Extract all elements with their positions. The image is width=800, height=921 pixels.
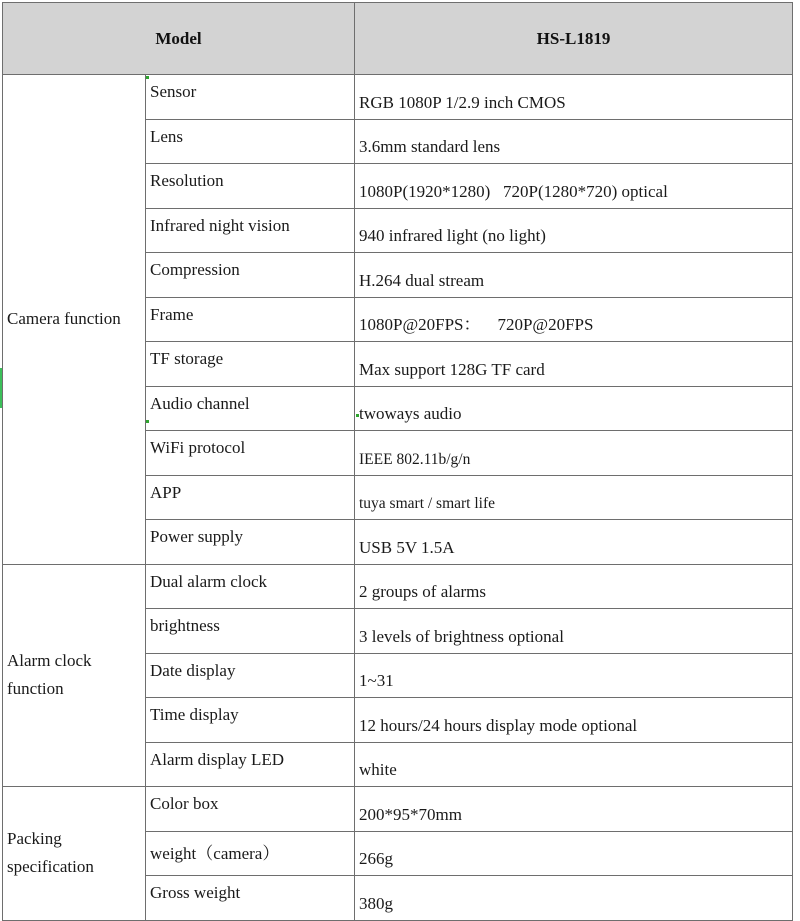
row-value: 1080P(1920*1280) 720P(1280*720) optical [355, 164, 793, 209]
model-header-value: HS-L1819 [355, 3, 793, 75]
green-mark [356, 414, 359, 417]
group-alarm-clock-function: Alarm clock function [3, 564, 146, 787]
row-value: white [355, 742, 793, 787]
row-value: 200*95*70mm [355, 787, 793, 832]
row-label: Gross weight [146, 876, 355, 921]
row-label: APP [146, 475, 355, 520]
row-label: weight（camera） [146, 831, 355, 876]
row-label: Infrared night vision [146, 208, 355, 253]
row-value: twoways audio [355, 386, 793, 431]
group-packing-specification: Packing specification [3, 787, 146, 921]
model-header-label: Model [3, 3, 355, 75]
row-value: 2 groups of alarms [355, 564, 793, 609]
row-label: Compression [146, 253, 355, 298]
spec-table [2, 2, 793, 921]
row-label: Date display [146, 653, 355, 698]
row-value: IEEE 802.11b/g/n [355, 431, 793, 476]
row-label: Color box [146, 787, 355, 832]
group-camera-function: Camera function [3, 75, 146, 565]
row-label: Time display [146, 698, 355, 743]
row-value: USB 5V 1.5A [355, 520, 793, 565]
row-value: 1~31 [355, 653, 793, 698]
row-label: Dual alarm clock [146, 564, 355, 609]
row-label: Alarm display LED [146, 742, 355, 787]
table-row [3, 75, 793, 120]
green-mark [146, 76, 149, 79]
row-value: 266g [355, 831, 793, 876]
row-value: Max support 128G TF card [355, 342, 793, 387]
row-value: 1080P@20FPS： 720P@20FPS [355, 297, 793, 342]
row-value: 3 levels of brightness optional [355, 609, 793, 654]
row-value: tuya smart / smart life [355, 475, 793, 520]
row-label: Audio channel [146, 386, 355, 431]
green-edge-mark [0, 368, 2, 408]
row-label: WiFi protocol [146, 431, 355, 476]
row-value: 12 hours/24 hours display mode optional [355, 698, 793, 743]
row-value: 380g [355, 876, 793, 921]
table-row [3, 787, 793, 832]
row-value: H.264 dual stream [355, 253, 793, 298]
row-label: Frame [146, 297, 355, 342]
row-label: Lens [146, 119, 355, 164]
row-label: brightness [146, 609, 355, 654]
row-label: TF storage [146, 342, 355, 387]
row-value: 940 infrared light (no light) [355, 208, 793, 253]
green-mark [146, 420, 149, 423]
row-value: 3.6mm standard lens [355, 119, 793, 164]
table-row [3, 564, 793, 609]
row-label: Power supply [146, 520, 355, 565]
row-value: RGB 1080P 1/2.9 inch CMOS [355, 75, 793, 120]
row-label: Resolution [146, 164, 355, 209]
row-label: Sensor [146, 75, 355, 120]
table-header-row [3, 3, 793, 75]
